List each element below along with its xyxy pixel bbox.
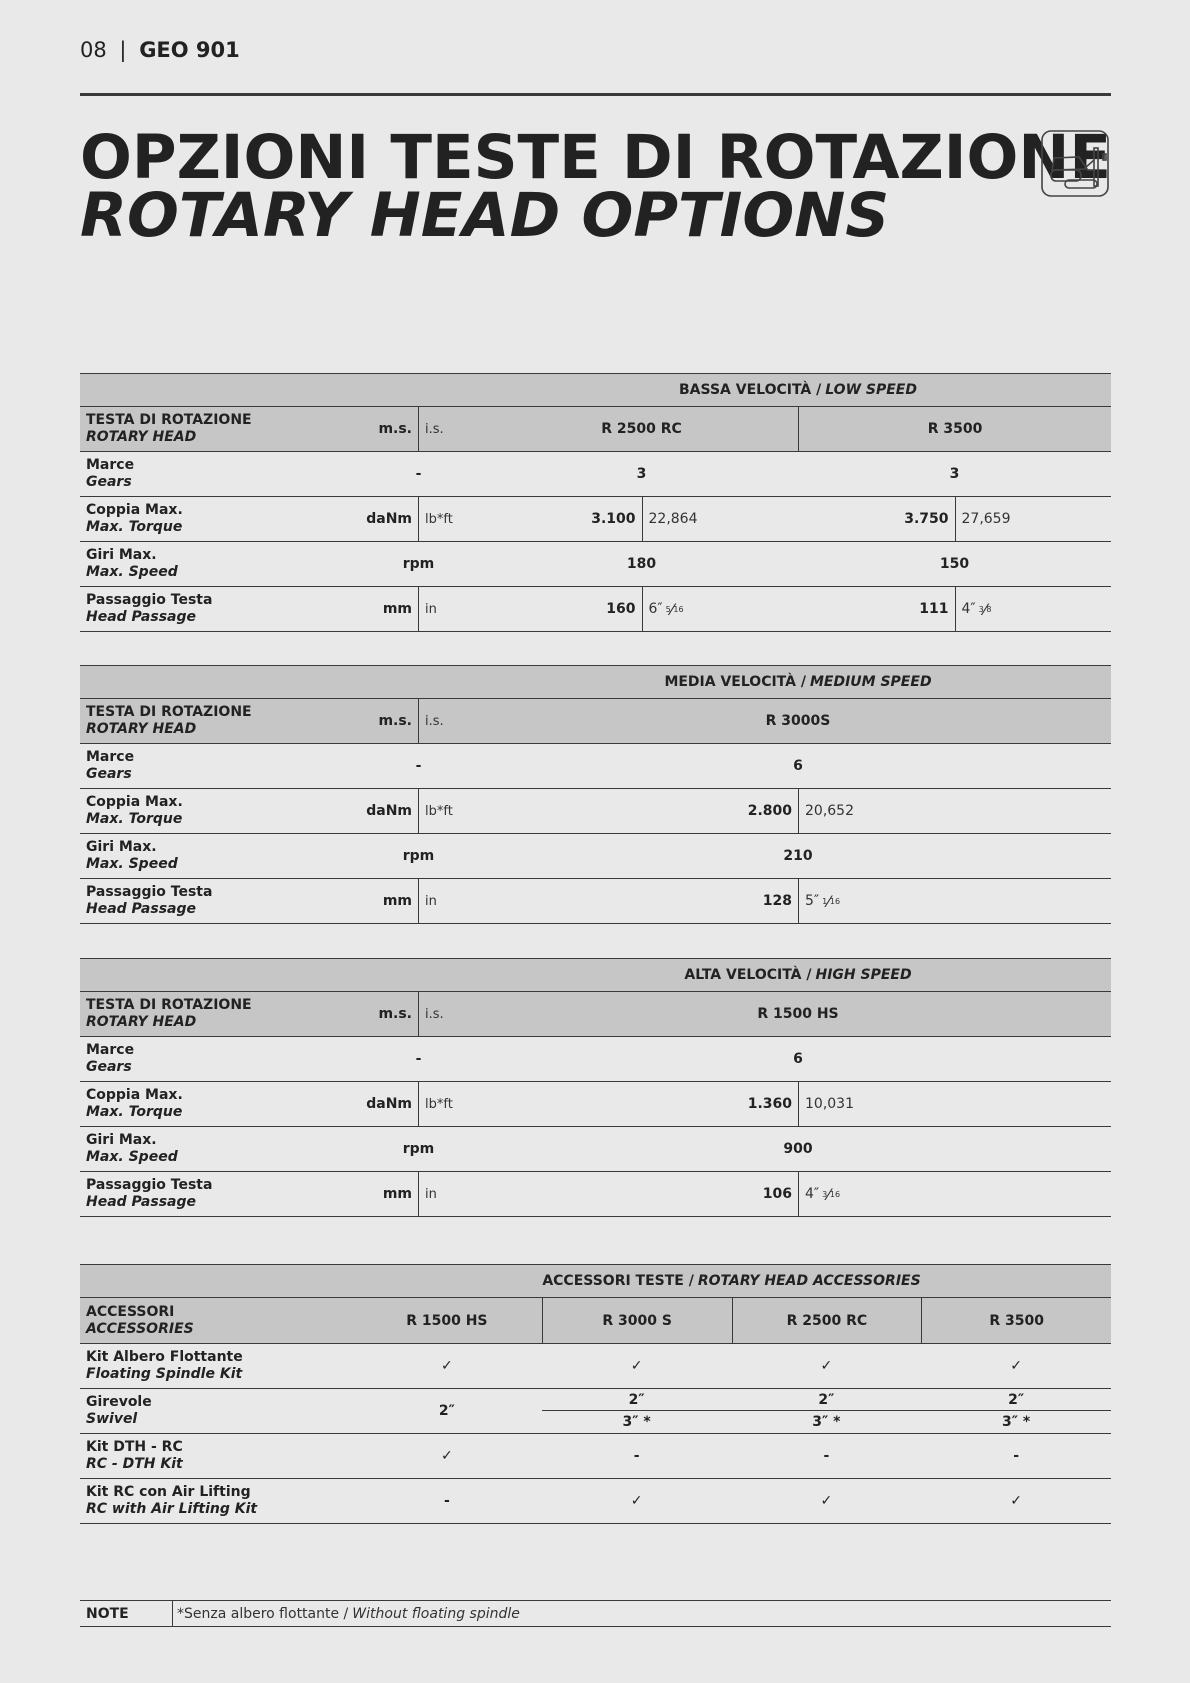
row-label-it: Giri Max. xyxy=(86,839,157,855)
row-unit: - xyxy=(415,466,422,482)
value-imperial xyxy=(955,497,1112,541)
row-unit: rpm xyxy=(402,1141,435,1157)
row-label-en: Max. Speed xyxy=(86,1149,178,1165)
model-header: R 3500 xyxy=(798,407,1111,451)
model-header: R 3000S xyxy=(765,713,831,729)
row-label-en: Max. Speed xyxy=(86,856,178,872)
page-number: 08 xyxy=(80,38,107,62)
header-is: i.s. xyxy=(425,1006,444,1022)
model-header: R 1500 HS xyxy=(757,1006,839,1022)
header-is: i.s. xyxy=(425,713,444,729)
note-text-it: *Senza albero flottante / xyxy=(177,1605,349,1622)
row-label xyxy=(80,879,352,923)
row-unit: - xyxy=(415,758,422,774)
value-imperial-whole: 20,652 xyxy=(805,803,854,819)
band-title-it: BASSA VELOCITÀ / xyxy=(679,382,822,398)
row-label xyxy=(80,744,352,788)
speed-band xyxy=(80,373,1111,407)
row-unit-ms: daNm xyxy=(352,497,419,541)
table-row xyxy=(80,1434,1111,1479)
note-label: NOTE xyxy=(80,1601,173,1626)
check-icon: ✓ xyxy=(630,1358,643,1374)
value-imperial xyxy=(798,1082,1111,1126)
band-title-it: ACCESSORI TESTE / xyxy=(542,1273,694,1289)
row-label-en: Gears xyxy=(86,766,132,782)
row-label xyxy=(80,1389,352,1433)
value-cell xyxy=(485,497,798,541)
fraction-slash: ⁄ xyxy=(827,1184,830,1204)
value-cell: 210 xyxy=(783,848,813,864)
fraction-denominator: 16 xyxy=(829,1189,841,1199)
table-row xyxy=(80,452,1111,497)
drill-rig-icon xyxy=(1041,130,1109,197)
row-label-it: Giri Max. xyxy=(86,1132,157,1148)
spec-table-1 xyxy=(80,665,1111,924)
swivel-option: 2″ xyxy=(732,1389,922,1411)
row-label-en: Max. Torque xyxy=(86,519,183,535)
value-imperial xyxy=(642,587,799,631)
row-label xyxy=(80,789,352,833)
swivel-option: 2″ xyxy=(542,1389,732,1411)
value-cell xyxy=(485,1172,1111,1216)
band-spacer xyxy=(80,959,485,991)
header-label xyxy=(80,1298,352,1343)
value-imperial xyxy=(955,587,1112,631)
value-imperial-whole: 27,659 xyxy=(961,511,1011,527)
value-cell: 900 xyxy=(783,1141,813,1157)
table-row xyxy=(80,1172,1111,1217)
band-title-en: ROTARY HEAD ACCESSORIES xyxy=(697,1273,921,1289)
swivel-cell xyxy=(732,1389,922,1433)
speed-band xyxy=(80,958,1111,992)
band-title-it: ALTA VELOCITÀ / xyxy=(684,967,812,983)
value-cell: 6 xyxy=(793,758,803,774)
row-label-it: Passaggio Testa xyxy=(86,592,213,608)
header-label-en: ROTARY HEAD xyxy=(86,1014,197,1030)
row-label-it: Girevole xyxy=(86,1394,152,1410)
header-label-en: ROTARY HEAD xyxy=(86,429,197,445)
row-label-en: Max. Speed xyxy=(86,564,178,580)
table-row xyxy=(80,587,1111,632)
band-title-en: LOW SPEED xyxy=(825,382,917,398)
check-icon: ✓ xyxy=(441,1448,453,1464)
header-label xyxy=(80,699,352,743)
row-label xyxy=(80,1479,352,1523)
fraction-numerator: 1 xyxy=(822,896,828,906)
header-label-it: TESTA DI ROTAZIONE xyxy=(86,704,252,720)
table-row xyxy=(80,1127,1111,1172)
row-label xyxy=(80,452,352,496)
row-unit-ms: daNm xyxy=(352,1082,419,1126)
table-row xyxy=(80,834,1111,879)
page-subtitle: ROTARY HEAD OPTIONS xyxy=(80,180,890,251)
row-label-en: Max. Torque xyxy=(86,1104,183,1120)
value-cell xyxy=(798,497,1111,541)
band-spacer xyxy=(80,666,485,698)
accessories-table xyxy=(80,1264,1111,1524)
table-row xyxy=(80,789,1111,834)
row-label xyxy=(80,1344,352,1388)
table-row xyxy=(80,744,1111,789)
row-label-it: Marce xyxy=(86,1042,135,1058)
speed-band-title xyxy=(485,374,1111,406)
row-unit-ms: mm xyxy=(352,879,419,923)
value-cell: 6 xyxy=(793,1051,803,1067)
check-icon: ✓ xyxy=(1010,1493,1022,1509)
value-imperial-whole: 6″ xyxy=(648,601,663,617)
header-label-it: TESTA DI ROTAZIONE xyxy=(86,412,252,428)
value-imperial xyxy=(798,789,1111,833)
table-row xyxy=(80,1479,1111,1524)
spec-table-0 xyxy=(80,373,1111,632)
note-text xyxy=(173,1601,520,1626)
table-row xyxy=(80,1389,1111,1434)
fraction-numerator: 3 xyxy=(822,1189,828,1199)
fraction-denominator: 16 xyxy=(829,896,841,906)
row-label-en: Gears xyxy=(86,474,132,490)
fraction-denominator: 8 xyxy=(986,604,992,614)
page-header xyxy=(80,38,240,62)
value-imperial-whole: 22,864 xyxy=(648,511,698,527)
row-label xyxy=(80,1082,352,1126)
value-cell: 3 xyxy=(949,466,960,482)
check-icon: ✓ xyxy=(1010,1358,1022,1374)
header-ms: m.s. xyxy=(352,992,419,1036)
row-unit-is: in xyxy=(425,601,437,617)
value-imperial-whole: 4″ xyxy=(805,1186,820,1202)
row-label xyxy=(80,1037,352,1081)
value-imperial-whole: 4″ xyxy=(961,601,976,617)
product-name: GEO 901 xyxy=(139,38,240,62)
fraction-slash: ⁄ xyxy=(983,599,987,619)
value-imperial-whole: 5″ xyxy=(805,893,820,909)
row-unit-ms: mm xyxy=(352,1172,419,1216)
spec-table-2 xyxy=(80,958,1111,1217)
check-icon: ✓ xyxy=(820,1493,833,1509)
header-label xyxy=(80,407,352,451)
table-row xyxy=(80,1037,1111,1082)
row-unit-is: lb*ft xyxy=(425,511,453,527)
table-header-row xyxy=(80,699,1111,744)
band-spacer xyxy=(80,1265,352,1297)
band-title-en: HIGH SPEED xyxy=(815,967,912,983)
value-metric: 3.750 xyxy=(904,511,949,527)
row-unit-is: in xyxy=(425,1186,437,1202)
check-icon: ✓ xyxy=(441,1358,453,1374)
fraction-denominator: 16 xyxy=(673,604,684,614)
row-label-it: Passaggio Testa xyxy=(86,1177,213,1193)
row-label xyxy=(80,1434,352,1478)
table-row xyxy=(80,542,1111,587)
band-title-en: MEDIUM SPEED xyxy=(809,674,932,690)
value-cell xyxy=(798,587,1111,631)
row-label-it: Passaggio Testa xyxy=(86,884,213,900)
header-label-it: TESTA DI ROTAZIONE xyxy=(86,997,252,1013)
row-label xyxy=(80,497,352,541)
swivel-cell xyxy=(921,1389,1111,1433)
value-metric: 111 xyxy=(919,601,949,617)
check-icon: ✓ xyxy=(630,1493,643,1509)
row-label-en: Floating Spindle Kit xyxy=(86,1366,243,1382)
value-metric: 3.100 xyxy=(591,511,636,527)
header-label-en: ROTARY HEAD xyxy=(86,721,197,737)
note-text-en: Without floating spindle xyxy=(352,1605,520,1622)
row-unit-ms: mm xyxy=(352,587,419,631)
value-cell xyxy=(485,587,798,631)
swivel-option: 2″ xyxy=(921,1389,1111,1411)
swivel-option: 3″ * xyxy=(622,1414,651,1430)
value-cell: - xyxy=(823,1448,830,1464)
row-unit-is: lb*ft xyxy=(425,803,453,819)
model-header: R 1500 HS xyxy=(406,1312,488,1329)
row-label-it: Coppia Max. xyxy=(86,1087,183,1103)
header-is: i.s. xyxy=(425,421,444,437)
value-cell: 180 xyxy=(626,556,657,572)
row-label-en: Head Passage xyxy=(86,901,196,917)
value-imperial xyxy=(642,497,799,541)
row-label-en: Head Passage xyxy=(86,609,196,625)
row-label-en: RC - DTH Kit xyxy=(86,1456,183,1472)
row-label-en: Gears xyxy=(86,1059,132,1075)
value-cell: 2″ xyxy=(438,1403,455,1419)
speed-band-title xyxy=(485,959,1111,991)
model-header: R 3500 xyxy=(921,1298,1111,1343)
row-label-en: Max. Torque xyxy=(86,811,183,827)
header-label xyxy=(80,992,352,1036)
band-title-it: MEDIA VELOCITÀ / xyxy=(664,674,806,690)
row-label-it: Coppia Max. xyxy=(86,502,183,518)
row-label xyxy=(80,834,352,878)
table-row xyxy=(80,1344,1111,1389)
header-ms: m.s. xyxy=(352,407,419,451)
table-row xyxy=(80,1082,1111,1127)
value-cell xyxy=(485,1082,1111,1126)
model-header: R 2500 RC xyxy=(732,1298,922,1343)
model-header: R 2500 RC xyxy=(601,421,682,437)
row-label xyxy=(80,542,352,586)
fraction-numerator: 3 xyxy=(978,604,984,614)
swivel-option: 3″ * xyxy=(812,1414,841,1430)
value-cell: - xyxy=(1013,1448,1020,1464)
fraction-slash: ⁄ xyxy=(670,599,674,619)
table-header-row xyxy=(80,1298,1111,1344)
fraction-numerator: 5 xyxy=(665,604,671,614)
band-spacer xyxy=(80,374,485,406)
value-metric: 106 xyxy=(762,1186,792,1202)
row-label-it: Marce xyxy=(86,457,135,473)
value-metric: 2.800 xyxy=(747,803,792,819)
row-label xyxy=(80,1172,352,1216)
row-unit-ms: daNm xyxy=(352,789,419,833)
row-unit-is: lb*ft xyxy=(425,1096,453,1112)
note-row xyxy=(80,1600,1111,1627)
header-label-it: ACCESSORI xyxy=(86,1303,175,1320)
table-header-row xyxy=(80,992,1111,1037)
speed-band xyxy=(80,665,1111,699)
header-separator: | xyxy=(119,38,127,62)
row-label-it: Kit Albero Flottante xyxy=(86,1349,243,1365)
value-cell: 150 xyxy=(939,556,970,572)
row-unit: - xyxy=(415,1051,422,1067)
row-label-en: RC with Air Lifting Kit xyxy=(86,1501,258,1517)
row-label-en: Swivel xyxy=(86,1411,138,1427)
value-imperial xyxy=(798,1172,1111,1216)
row-label-it: Giri Max. xyxy=(86,547,157,563)
swivel-cell xyxy=(542,1389,732,1433)
value-cell: - xyxy=(443,1493,450,1509)
row-unit: rpm xyxy=(402,556,435,572)
accessories-band xyxy=(80,1264,1111,1298)
value-metric: 160 xyxy=(606,601,636,617)
table-header-row xyxy=(80,407,1111,452)
value-cell: - xyxy=(633,1448,640,1464)
table-row xyxy=(80,497,1111,542)
row-label-it: Kit DTH - RC xyxy=(86,1439,183,1455)
row-label xyxy=(80,1127,352,1171)
row-label-it: Coppia Max. xyxy=(86,794,183,810)
accessories-band-title xyxy=(352,1265,1111,1297)
page-title: OPZIONI TESTE DI ROTAZIONE xyxy=(80,122,1112,193)
row-unit: rpm xyxy=(402,848,435,864)
header-ms: m.s. xyxy=(352,699,419,743)
row-label-it: Marce xyxy=(86,749,135,765)
value-imperial-whole: 10,031 xyxy=(805,1096,854,1112)
check-icon: ✓ xyxy=(820,1358,833,1374)
value-metric: 1.360 xyxy=(747,1096,792,1112)
speed-band-title xyxy=(485,666,1111,698)
value-cell xyxy=(485,879,1111,923)
swivel-option: 3″ * xyxy=(1002,1414,1031,1430)
value-cell: 3 xyxy=(636,466,647,482)
value-metric: 128 xyxy=(762,893,792,909)
row-label-it: Kit RC con Air Lifting xyxy=(86,1484,251,1500)
header-rule xyxy=(80,93,1111,96)
row-label xyxy=(80,587,352,631)
fraction-slash: ⁄ xyxy=(827,891,830,911)
row-label-en: Head Passage xyxy=(86,1194,196,1210)
row-unit-is: in xyxy=(425,893,437,909)
model-header: R 3000 S xyxy=(542,1298,732,1343)
value-cell xyxy=(485,789,1111,833)
table-row xyxy=(80,879,1111,924)
value-imperial xyxy=(798,879,1111,923)
header-label-en: ACCESSORIES xyxy=(86,1320,194,1337)
